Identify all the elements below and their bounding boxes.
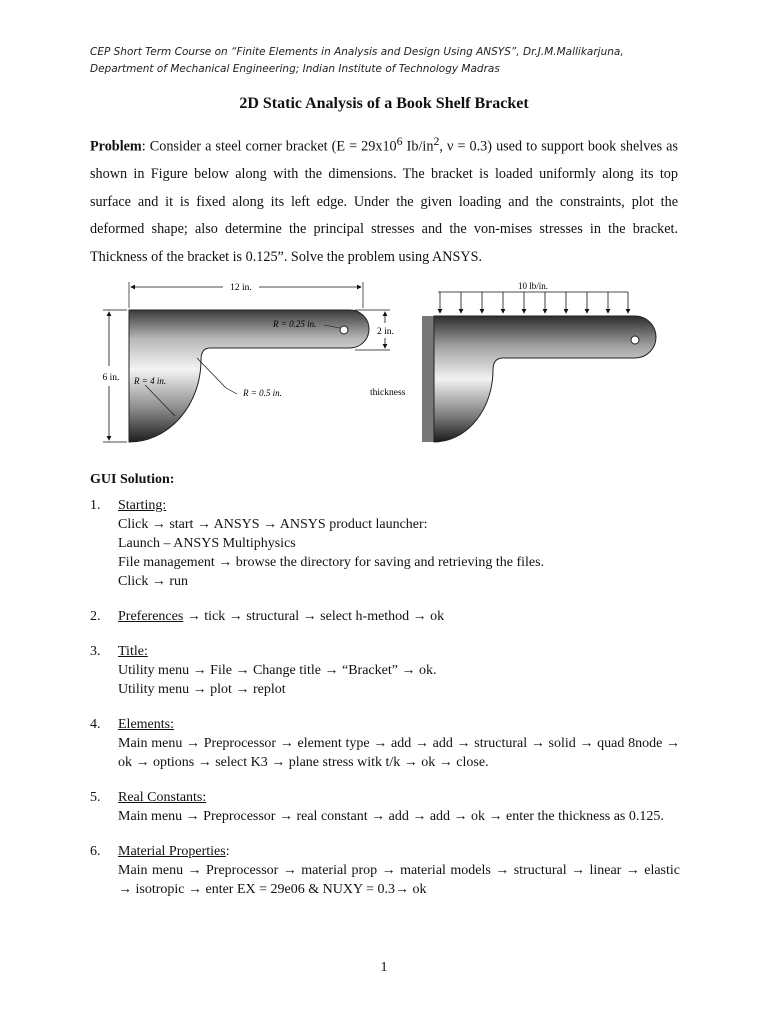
dim-length-label: 12 in. [230, 283, 252, 293]
problem-label: Problem [90, 138, 142, 155]
step-number: 5. [90, 790, 101, 805]
problem-sup-b: 2 [433, 134, 440, 148]
left-bracket-drawing [103, 282, 394, 442]
radius-fillet-label: R = 0.5 in. [243, 388, 282, 398]
step-5 [90, 788, 680, 826]
gui-solution-heading: GUI Solution: [90, 472, 175, 487]
step-line: Utility menu → File → Change title → “Bracket” → ok. [118, 663, 437, 678]
step-line: Main menu → Preprocessor → real constant → add → add → ok → enter the thickness as 0.125. [118, 809, 664, 824]
page-number: 1 [380, 960, 388, 975]
step-number: 2. [90, 609, 101, 624]
step-heading: Real Constants: [118, 790, 207, 805]
right-bolt-hole [631, 336, 639, 344]
problem-statement [90, 128, 678, 271]
running-header [90, 44, 710, 78]
step-number: 3. [90, 644, 101, 659]
load-arrows [440, 292, 628, 313]
step-line: Utility menu → plot → replot [118, 682, 286, 697]
step-1 [90, 496, 680, 591]
problem-text-c: , ν = 0.3) used to support book shelves as shown in Figure below along with the dimensions. The bracket is loaded uniformly along its top surface and it is fixed along its left edge. Under the given loading and the constraints, plot the deformed shape; also determine the principal stresses and the von-mises stresses in the bracket. Thickness of the bracket is 0.125”. Solve the problem using ANSYS. [90, 138, 678, 265]
step-6 [90, 842, 680, 899]
dim-arm-label: 2 in. [377, 327, 394, 337]
step-line: Click → run [118, 574, 188, 589]
fixed-wall [422, 316, 434, 442]
step-heading-suffix: : [225, 844, 230, 859]
problem-text-b: Ib/in [402, 138, 434, 155]
left-bolt-hole [340, 326, 348, 334]
radius-hole-label: R = 0.25 in. [273, 319, 317, 329]
header-line-1: CEP Short Term Course on “Finite Elements in Analysis and Design Using ANSYS”, Dr.J.M.Mallikarjuna, [90, 46, 624, 58]
step-line: Main menu → Preprocessor → material prop → material models → structural → linear → elastic → isotropic → enter EX = 29e06 & NUXY = 0.3→ ok [118, 863, 680, 897]
thickness-label: thickness [370, 388, 406, 398]
step-number: 1. [90, 498, 101, 513]
right-bracket-shape [434, 316, 656, 442]
step-2 [90, 607, 680, 626]
step-heading: Material Properties [118, 844, 226, 859]
right-bracket-drawing [370, 281, 656, 442]
step-heading: Starting: [118, 498, 167, 513]
step-number: 4. [90, 717, 101, 732]
step-heading: Title: [118, 644, 148, 659]
step-heading-suffix: → tick → structural → select h-method → ok [183, 609, 445, 624]
bracket-figures [95, 278, 675, 448]
step-3 [90, 642, 680, 699]
step-line: Main menu → Preprocessor → element type → add → add → structural → solid → quad 8node → ok → options → select K3 → plane stress witk t/k → ok → close. [118, 736, 680, 770]
page-title: 2D Static Analysis of a Book Shelf Bracket [239, 95, 529, 112]
step-4 [90, 715, 680, 772]
step-line: Launch – ANSYS Multiphysics [118, 536, 296, 551]
radius-large-label: R = 4 in. [134, 376, 167, 386]
step-heading: Elements: [118, 717, 174, 732]
step-line: File management → browse the directory for saving and retrieving the files. [118, 555, 545, 570]
step-line: Click → start → ANSYS → ANSYS product launcher: [118, 517, 428, 532]
steps-list [90, 496, 680, 915]
load-label: 10 lb/in. [517, 281, 549, 291]
problem-text-a: : Consider a steel corner bracket (E = 29x10 [141, 138, 397, 155]
step-heading: Preferences [118, 609, 184, 624]
dim-height-label: 6 in. [102, 373, 120, 383]
problem-sup-a: 6 [396, 134, 403, 148]
step-number: 6. [90, 844, 101, 859]
header-line-2: Department of Mechanical Engineering; Indian Institute of Technology Madras [90, 63, 500, 75]
